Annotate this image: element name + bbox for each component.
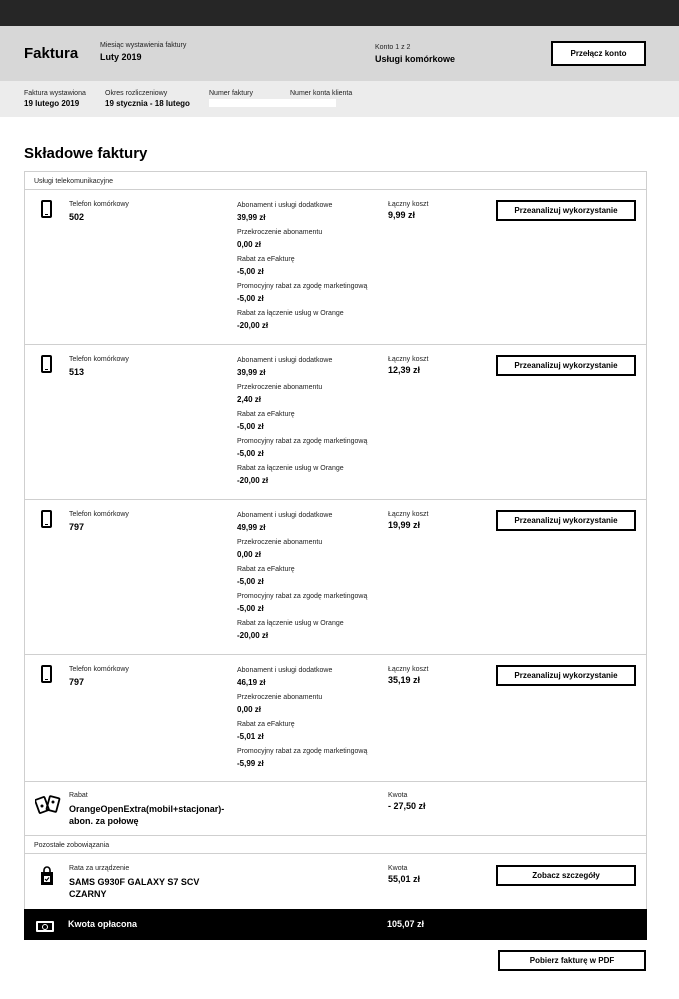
line-type: Telefon komórkowy: [69, 201, 129, 208]
shopping-bag-icon: [39, 866, 55, 886]
line-item: [24, 344, 647, 500]
amount-value: - 27,50 zł: [388, 801, 426, 811]
total-label: Łączny koszt: [388, 666, 429, 673]
charge-value: -5,99 zł: [237, 759, 264, 768]
analyze-usage-button[interactable]: Przeanalizuj wykorzystanie: [496, 355, 636, 376]
charge-label: Przekroczenie abonamentu: [237, 229, 323, 236]
page-title: Faktura: [24, 45, 79, 62]
charge-label: Przekroczenie abonamentu: [237, 384, 323, 391]
charge-label: Przekroczenie abonamentu: [237, 539, 323, 546]
group-header-telecom: Usługi telekomunikacyjne: [24, 171, 647, 190]
month-value: Luty 2019: [100, 52, 142, 62]
charge-value: -20,00 zł: [237, 476, 269, 485]
amount-value: 55,01 zł: [388, 874, 421, 884]
account-value: Usługi komórkowe: [375, 54, 456, 64]
charge-label: Rabat za eFakturę: [237, 721, 295, 728]
invoice-meta: [0, 81, 679, 117]
line-total: [388, 356, 428, 375]
charge-label: Abonament i usługi dodatkowe: [237, 357, 333, 364]
line-type: Telefon komórkowy: [69, 511, 129, 518]
charge-value: -5,00 zł: [237, 294, 264, 303]
top-bar: [0, 0, 679, 26]
total-value: 12,39 zł: [388, 365, 421, 375]
line-number: 797: [69, 522, 85, 532]
charges-list: [237, 356, 367, 491]
charge-value: -5,01 zł: [237, 732, 264, 741]
invoice-number-redacted: [209, 99, 336, 107]
invoice-number-label: Numer faktury: [209, 90, 253, 97]
total-value: 35,19 zł: [388, 675, 421, 685]
charge-value: -5,00 zł: [237, 449, 264, 458]
amount-paid-bar: [24, 909, 647, 940]
charges-list: [237, 666, 367, 774]
meta-client-number: [290, 90, 352, 97]
amount-label: Kwota: [388, 792, 408, 799]
discount-name: OrangeOpenExtra(mobil+stacjonar)-abon. za połowę: [69, 804, 225, 826]
charge-label: Promocyjny rabat za zgodę marketingową: [237, 748, 368, 755]
phone-icon: [41, 665, 52, 683]
analyze-usage-button[interactable]: Przeanalizuj wykorzystanie: [496, 665, 636, 686]
discount-row: [24, 781, 647, 836]
month-label: Miesiąc wystawienia faktury: [100, 42, 187, 49]
installment-name: SAMS G930F GALAXY S7 SCV CZARNY: [69, 877, 200, 899]
line-number: 502: [69, 212, 85, 222]
charge-label: Abonament i usługi dodatkowe: [237, 202, 333, 209]
charge-label: Promocyjny rabat za zgodę marketingową: [237, 593, 368, 600]
client-number-label: Numer konta klienta: [290, 90, 353, 97]
total-value: 9,99 zł: [388, 210, 416, 220]
line-number: 797: [69, 677, 85, 687]
charge-label: Rabat za eFakturę: [237, 411, 295, 418]
charge-value: 49,99 zł: [237, 523, 266, 532]
view-details-button[interactable]: Zobacz szczegóły: [496, 865, 636, 886]
charge-label: Rabat za eFakturę: [237, 256, 295, 263]
installment-amount: [388, 865, 420, 884]
charge-value: 2,40 zł: [237, 395, 262, 404]
total-label: Łączny koszt: [388, 201, 429, 208]
charge-label: Rabat za łączenie usług w Orange: [237, 620, 344, 627]
total-label: Łączny koszt: [388, 356, 429, 363]
period-value: 19 stycznia - 18 lutego: [105, 99, 190, 108]
installment-label: Rata za urządzenie: [69, 865, 130, 872]
download-pdf-button[interactable]: Pobierz fakturę w PDF: [498, 950, 646, 971]
analyze-usage-button[interactable]: Przeanalizuj wykorzystanie: [496, 200, 636, 221]
cash-icon: [36, 921, 54, 932]
phone-icon: [41, 355, 52, 373]
charge-value: -5,00 zł: [237, 422, 264, 431]
total-label: Łączny koszt: [388, 511, 429, 518]
line-number: 513: [69, 367, 85, 377]
meta-issued: [24, 90, 86, 108]
charge-label: Promocyjny rabat za zgodę marketingową: [237, 283, 368, 290]
charge-value: -20,00 zł: [237, 321, 269, 330]
charge-value: 0,00 zł: [237, 550, 262, 559]
issued-label: Faktura wystawiona: [24, 90, 86, 97]
total-value: 19,99 zł: [388, 520, 421, 530]
charge-value: -5,00 zł: [237, 267, 264, 276]
phone-icon: [41, 200, 52, 218]
amount-paid-label: Kwota opłacona: [68, 919, 138, 929]
charge-label: Promocyjny rabat za zgodę marketingową: [237, 438, 368, 445]
charge-value: 0,00 zł: [237, 705, 262, 714]
group-header-other: Pozostałe zobowiązania: [24, 835, 647, 854]
switch-account-button[interactable]: Przełącz konto: [551, 41, 646, 66]
line-item: [24, 189, 647, 345]
charge-value: 39,99 zł: [237, 368, 266, 377]
line-item: [24, 499, 647, 655]
period-label: Okres rozliczeniowy: [105, 90, 168, 97]
charge-value: 39,99 zł: [237, 213, 266, 222]
charge-label: Przekroczenie abonamentu: [237, 694, 323, 701]
charge-value: -5,00 zł: [237, 577, 264, 586]
charge-label: Abonament i usługi dodatkowe: [237, 512, 333, 519]
account-label: Konto 1 z 2: [375, 44, 411, 51]
charge-label: Rabat za łączenie usług w Orange: [237, 310, 344, 317]
discount-tag-icon: [35, 794, 61, 814]
charges-list: [237, 511, 367, 646]
issued-value: 19 lutego 2019: [24, 99, 80, 108]
section-title: Składowe faktury: [24, 145, 148, 162]
line-item: [24, 654, 647, 782]
charge-value: 46,19 zł: [237, 678, 266, 687]
charges-list: [237, 201, 367, 336]
amount-label: Kwota: [388, 865, 408, 872]
charge-value: -20,00 zł: [237, 631, 269, 640]
charge-label: Rabat za eFakturę: [237, 566, 295, 573]
line-total: [388, 511, 428, 530]
charge-label: Rabat za łączenie usług w Orange: [237, 465, 344, 472]
charge-label: Abonament i usługi dodatkowe: [237, 667, 333, 674]
charge-value: 0,00 zł: [237, 240, 262, 249]
line-type: Telefon komórkowy: [69, 666, 129, 673]
charge-value: -5,00 zł: [237, 604, 264, 613]
invoice-month: [100, 42, 186, 62]
analyze-usage-button[interactable]: Przeanalizuj wykorzystanie: [496, 510, 636, 531]
amount-paid-value: 105,07 zł: [387, 919, 425, 929]
account-info: [375, 44, 455, 64]
installment-row: [24, 853, 647, 910]
line-type: Telefon komórkowy: [69, 356, 129, 363]
discount-amount: [388, 792, 426, 811]
phone-icon: [41, 510, 52, 528]
line-total: [388, 666, 428, 685]
discount-label: Rabat: [69, 792, 88, 799]
meta-period: [105, 90, 190, 108]
line-total: [388, 201, 428, 220]
